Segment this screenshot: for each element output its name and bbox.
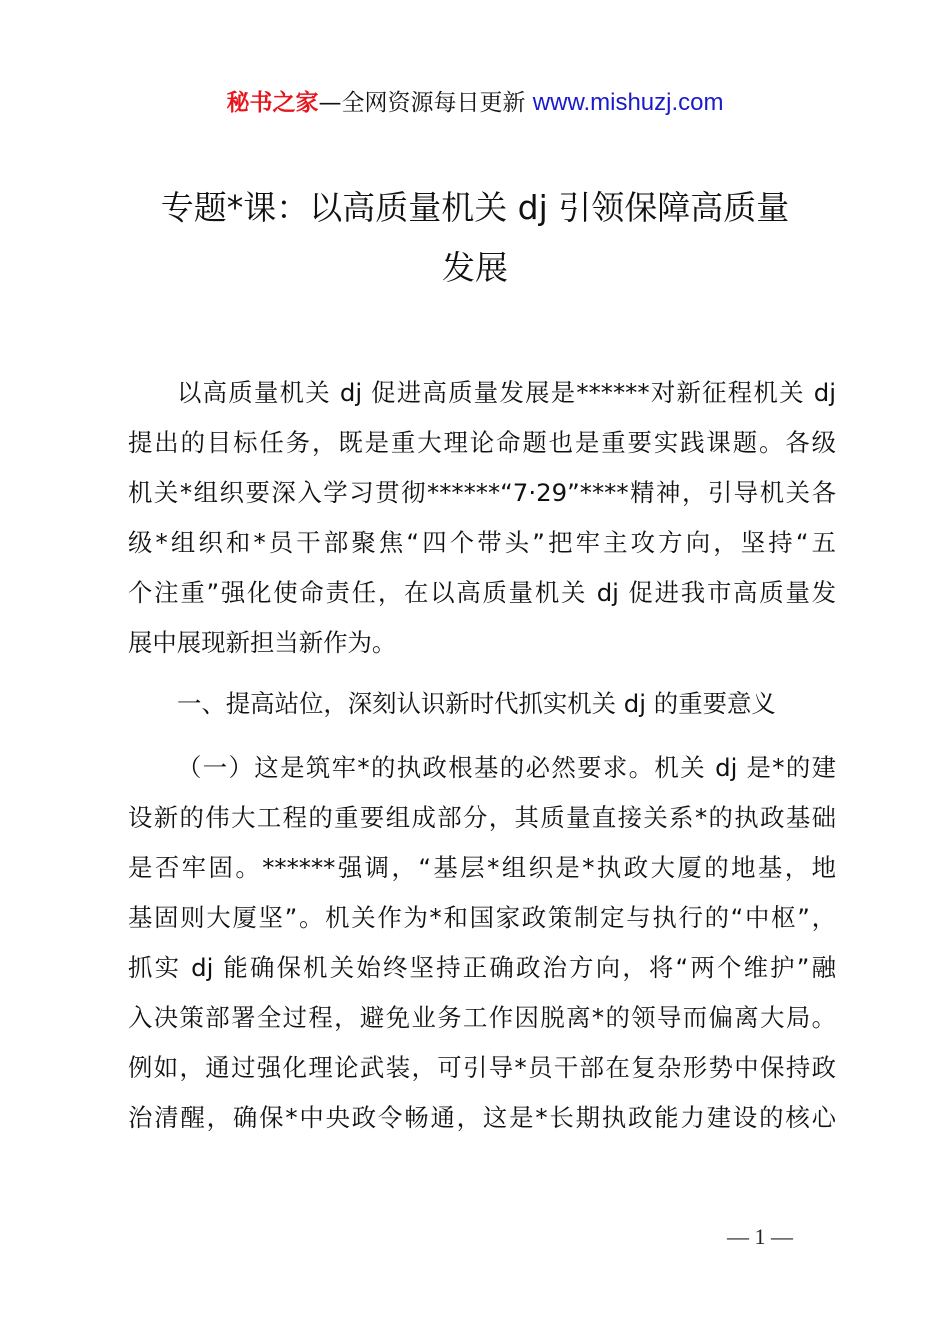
paragraph-line: 抓实 dj 能确保机关始终坚持正确政治方向，将“两个维护”融 [128, 953, 836, 982]
paragraph-line: 治清醒，确保*中央政令畅通，这是*长期执政能力建设的核心 [128, 1103, 836, 1132]
paragraph-line: 设新的伟大工程的重要组成部分，其质量直接关系*的执政基础 [128, 803, 836, 832]
title-line: 发展 [442, 248, 508, 287]
site-banner [0, 86, 950, 120]
site-url-link[interactable]: www.mishuzj.com [532, 89, 724, 116]
subsection-paragraph [128, 743, 836, 1143]
paragraph-line: 级*组织和*员干部聚焦“四个带头”把牢主攻方向，坚持“五 [128, 528, 836, 557]
paragraph-line: 入决策部署全过程，避免业务工作因脱离*的领导而偏离大局。 [128, 1003, 836, 1032]
brand-name: 秘书之家 [226, 90, 319, 116]
intro-paragraph [128, 368, 836, 668]
paragraph-line: 个注重”强化使命责任，在以高质量机关 dj 促进我市高质量发 [128, 578, 836, 607]
paragraph-line: 是否牢固。******强调，“基层*组织是*执政大厦的地基，地 [128, 853, 836, 882]
document-title [0, 178, 950, 298]
page-number: — 1 — [727, 1224, 793, 1249]
paragraph-line: 基固则大厦坚”。机关作为*和国家政策制定与执行的“中枢”， [128, 903, 836, 932]
paragraph-line: 以高质量机关 dj 促进高质量发展是******对新征程机关 dj [177, 378, 836, 407]
paragraph-line: （一）这是筑牢*的执政根基的必然要求。机关 dj 是*的建 [177, 753, 836, 782]
title-line: 专题*课：以高质量机关 dj 引领保障高质量 [160, 188, 790, 227]
paragraph-line: 提出的目标任务，既是重大理论命题也是重要实践课题。各级 [128, 428, 836, 457]
banner-tagline: —全网资源每日更新 [318, 90, 533, 116]
section-heading: 一、提高站位，深刻认识新时代抓实机关 dj 的重要意义 [177, 689, 776, 718]
paragraph-line: 展中展现新担当新作为。 [128, 628, 397, 657]
paragraph-line: 例如，通过强化理论武装，可引导*员干部在复杂形势中保持政 [128, 1053, 836, 1082]
paragraph-line: 机关*组织要深入学习贯彻******“7·29”****精神，引导机关各 [128, 478, 836, 507]
